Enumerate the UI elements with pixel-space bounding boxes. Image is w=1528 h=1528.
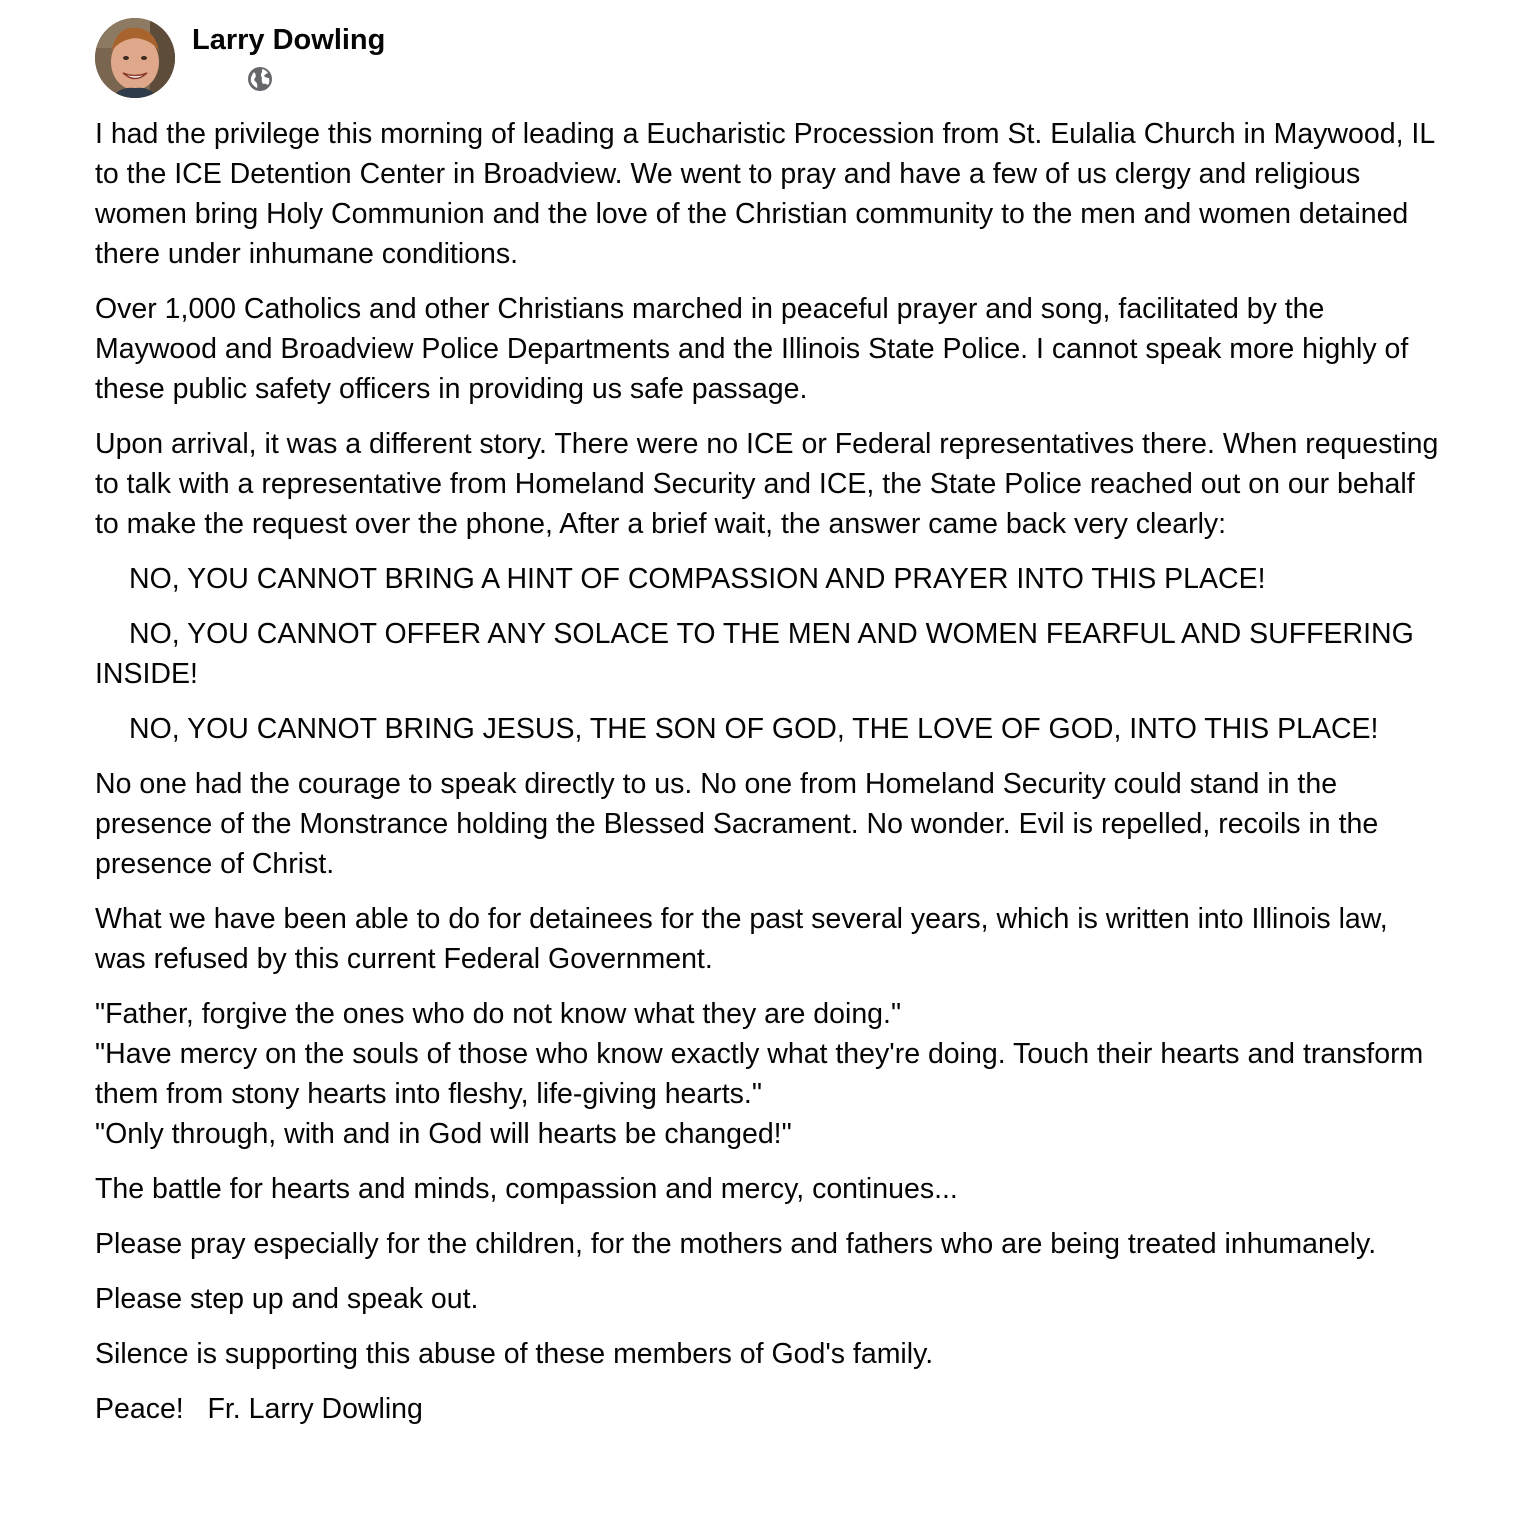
post-paragraph: Please step up and speak out. <box>95 1283 479 1315</box>
post-paragraph: No one had the courage to speak directly to us. No one from Homeland Security could stand in the presence of the Monstrance holding the Blessed Sacrament. No wonder. Evil is repelled, recoils in the presence of Christ. <box>95 768 1379 880</box>
post-signature: Peace! Fr. Larry Dowling <box>95 1393 423 1425</box>
post-paragraph: Over 1,000 Catholics and other Christians marched in peaceful prayer and song, facilitated by the Maywood and Broadview Police Departments and the Illinois State Police. I cannot speak more highly of these public safety officers in providing us safe passage. <box>95 293 1409 405</box>
quote-line: "Have mercy on the souls of those who know exactly what they're doing. Touch their hearts and transform them from stony hearts into fleshy, life-giving hearts." <box>95 1038 1424 1110</box>
post-paragraph-caps: NO, YOU CANNOT OFFER ANY SOLACE TO THE MEN AND WOMEN FEARFUL AND SUFFERING INSIDE! <box>95 618 1414 690</box>
post-paragraph: I had the privilege this morning of leading a Eucharistic Procession from St. Eulalia Church in Maywood, IL to the ICE Detention Center in Broadview. We went to pray and have a few of us clergy and religious women bring Holy Communion and the love of the Christian community to the men and women detained there under inhumane conditions. <box>95 118 1435 270</box>
post-paragraph-caps: NO, YOU CANNOT BRING A HINT OF COMPASSION AND PRAYER INTO THIS PLACE! <box>129 563 1266 595</box>
profile-photo-icon <box>95 18 175 98</box>
quote-line: "Only through, with and in God will hearts be changed!" <box>95 1118 792 1150</box>
post-paragraph: The battle for hearts and minds, compassion and mercy, continues... <box>95 1173 958 1205</box>
quotes-paragraph <box>95 994 1445 1154</box>
post-paragraph: What we have been able to do for detainees for the past several years, which is written into Illinois law, was refused by this current Federal Government. <box>95 903 1388 975</box>
post-body <box>95 114 1445 1444</box>
post-paragraph-caps: NO, YOU CANNOT BRING JESUS, THE SON OF GOD, THE LOVE OF GOD, INTO THIS PLACE! <box>129 713 1379 745</box>
post-paragraph: Please pray especially for the children, for the mothers and fathers who are being treated inhumanely. <box>95 1228 1377 1260</box>
author-avatar[interactable] <box>95 18 175 98</box>
post-header <box>95 18 795 100</box>
author-name[interactable]: Larry Dowling <box>192 24 386 56</box>
post-paragraph: Silence is supporting this abuse of these members of God's family. <box>95 1338 934 1370</box>
quote-line: "Father, forgive the ones who do not know what they are doing." <box>95 998 902 1030</box>
globe-icon[interactable] <box>247 66 273 92</box>
post-paragraph: Upon arrival, it was a different story. There were no ICE or Federal representatives there. When requesting to talk with a representative from Homeland Security and ICE, the State Police reached out on our behalf to make the request over the phone, After a brief wait, the answer came back very clearly: <box>95 428 1439 540</box>
